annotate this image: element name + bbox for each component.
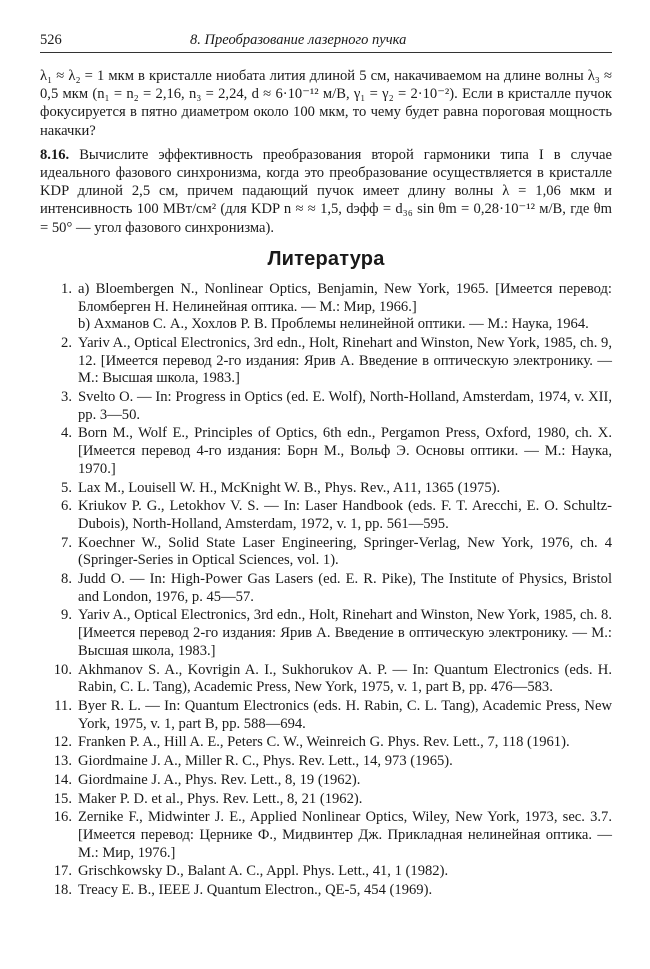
reference-item bbox=[40, 753, 612, 771]
reference-list bbox=[40, 281, 612, 900]
reference-number: 11. bbox=[54, 698, 72, 714]
reference-item bbox=[40, 882, 612, 900]
reference-text: Byer R. L. — In: Quantum Electronics (eds. H. Rabin, C. L. Tang), Academic Press, New York, 1975, v. 1, part B, pp. 588—694. bbox=[78, 698, 612, 732]
reference-number: 5. bbox=[61, 479, 72, 496]
reference-text: Kriukov P. G., Letokhov V. S. — In: Laser Handbook (eds. F. T. Arecchi, E. O. Schultz-Dubois), North-Holland, Amsterdam, 1972, v. 1, pp. 561—595. bbox=[78, 498, 612, 532]
reference-item bbox=[40, 535, 612, 570]
reference-item bbox=[40, 281, 612, 334]
reference-text: Giordmaine J. A., Miller R. C., Phys. Rev. Lett., 14, 973 (1965). bbox=[78, 753, 453, 770]
reference-item bbox=[40, 571, 612, 606]
reference-number: 6. bbox=[61, 498, 72, 515]
running-title: 8. Преобразование лазерного пучка bbox=[190, 32, 407, 48]
reference-number: 14. bbox=[53, 771, 72, 788]
reference-text: Maker P. D. et al., Phys. Rev. Lett., 8, 21 (1962). bbox=[78, 790, 363, 807]
reference-number: 13. bbox=[53, 753, 72, 770]
reference-item bbox=[40, 809, 612, 862]
section-title: Литература bbox=[267, 247, 385, 270]
reference-text: Koechner W., Solid State Laser Engineering, Springer-Verlag, New York, 1976, ch. 4 (Springer-Series in Optical Sciences, vol. 1). bbox=[78, 534, 612, 569]
reference-text: Akhmanov S. A., Kovrigin A. I., Sukhorukov A. P. — In: Quantum Electronics (eds. H. Rabin, C. L. Tang), Academic Press, New York, 1975, v. 1, part B, pp. 476—583. bbox=[78, 661, 612, 696]
reference-text: Judd O. — In: High-Power Gas Lasers (ed. E. R. Pike), The Institute of Physics, Bristol and London, 1976, p. 45—57. bbox=[78, 571, 612, 605]
reference-item bbox=[40, 662, 612, 697]
reference-item bbox=[40, 480, 612, 498]
reference-text: Yariv A., Optical Electronics, 3rd edn., Holt, Rinehart and Winston, New York, 1985, ch. 8. [Имеется перевод 2-го издания: Ярив А. Введение в оптическую электронику. — М.: Высшая школа, 1983.] bbox=[78, 607, 612, 659]
reference-item bbox=[40, 772, 612, 790]
page-header bbox=[40, 32, 612, 53]
reference-number: 8. bbox=[61, 571, 72, 588]
page-number: 526 bbox=[40, 32, 62, 48]
reference-subitem-a: a) Bloembergen N., Nonlinear Optics, Benjamin, New York, 1965. [Имеется перевод: Бломберген Н. Нелинейная оптика. — М.: Мир, 1966.] bbox=[78, 280, 612, 315]
reference-number: 1. bbox=[61, 280, 72, 297]
reference-text: Svelto O. — In: Progress in Optics (ed. E. Wolf), North-Holland, Amsterdam, 1974, v. XII, pp. 3—50. bbox=[78, 389, 612, 423]
continuation-paragraph: λ₁ ≈ λ₂ = 1 мкм в кристалле ниобата лития длиной 5 см, накачиваемом на длине волны λ₃ ≈ 0,5 мкм (n₁ = n₂ = 2,16, n₃ = 2,24, d ≈ 6·10⁻¹² м/В, γ₁ = γ₂ = 2·10⁻²). Если в кристалле пучок фокусируется в пятно диаметром около 100 мкм, то чему будет равна пороговая мощность накачки? bbox=[40, 68, 612, 139]
reference-text: Treacy E. B., IEEE J. Quantum Electron., QE-5, 454 (1969). bbox=[78, 882, 433, 899]
reference-subitem-b: b) Ахманов С. А., Хохлов Р. В. Проблемы нелинейной оптики. — М.: Наука, 1964. bbox=[78, 316, 589, 333]
reference-text: Lax M., Louisell W. H., McKnight W. B., Phys. Rev., A11, 1365 (1975). bbox=[78, 479, 501, 496]
reference-item bbox=[40, 698, 612, 733]
reference-item bbox=[40, 389, 612, 424]
reference-text: Born M., Wolf E., Principles of Optics, 6th edn., Pergamon Press, Oxford, 1980, ch. X. [Имеется перевод 4-го издания: Борн М., Вольф Э. Основы оптики. — М.: Наука, 1970.] bbox=[78, 425, 612, 477]
reference-text: Grischkowsky D., Balant A. C., Appl. Phys. Lett., 41, 1 (1982). bbox=[78, 863, 449, 880]
problem-number: 8.16. bbox=[40, 146, 70, 163]
reference-item bbox=[40, 425, 612, 478]
reference-text bbox=[78, 281, 612, 334]
reference-number: 12. bbox=[53, 734, 72, 751]
reference-item bbox=[40, 335, 612, 388]
reference-number: 18. bbox=[53, 882, 72, 899]
reference-number: 2. bbox=[61, 334, 72, 351]
problem-text: Вычислите эффективность преобразования второй гармоники типа I в случае идеального фазового синхронизма, когда это преобразование осуществляется в кристалле KDP длиной 2,5 см, причем падающий пучок имеет длину волны λ = 1,06 мкм и интенсивность 100 МВт/см² (для KDP n ≈ ≈ 1,5, dэфф = d₃₆ sin θm = 0,28·10⁻¹² м/В, где θm = 50° — угол фазового синхронизма). bbox=[40, 146, 612, 236]
reference-text: Franken P. A., Hill A. E., Peters C. W., Weinreich G. Phys. Rev. Lett., 7, 118 (1961). bbox=[78, 734, 570, 751]
reference-number: 4. bbox=[61, 425, 72, 442]
problem-8-16 bbox=[40, 146, 612, 237]
reference-text: Giordmaine J. A., Phys. Rev. Lett., 8, 19 (1962). bbox=[78, 771, 361, 788]
reference-number: 10. bbox=[53, 661, 72, 678]
reference-number: 3. bbox=[61, 389, 72, 406]
reference-text: Yariv A., Optical Electronics, 3rd edn., Holt, Rinehart and Winston, New York, 1985, ch. 9, 12. [Имеется перевод 2-го издания: Ярив А. Введение в оптическую электронику. — М.: Высшая школа, 1983.] bbox=[78, 334, 612, 387]
reference-number: 17. bbox=[53, 863, 72, 880]
reference-number: 7. bbox=[61, 534, 72, 551]
reference-item bbox=[40, 791, 612, 809]
reference-number: 16. bbox=[53, 809, 72, 826]
reference-number: 15. bbox=[53, 790, 72, 807]
reference-item bbox=[40, 607, 612, 660]
reference-item bbox=[40, 498, 612, 533]
reference-text: Zernike F., Midwinter J. E., Applied Nonlinear Optics, Wiley, New York, 1973, sec. 3.7. [Имеется перевод: Цернике Ф., Мидвинтер Дж. Прикладная нелинейная оптика. — М.: Мир, 1976.] bbox=[78, 809, 612, 861]
reference-item bbox=[40, 863, 612, 881]
reference-number: 9. bbox=[61, 607, 72, 624]
reference-item bbox=[40, 734, 612, 752]
